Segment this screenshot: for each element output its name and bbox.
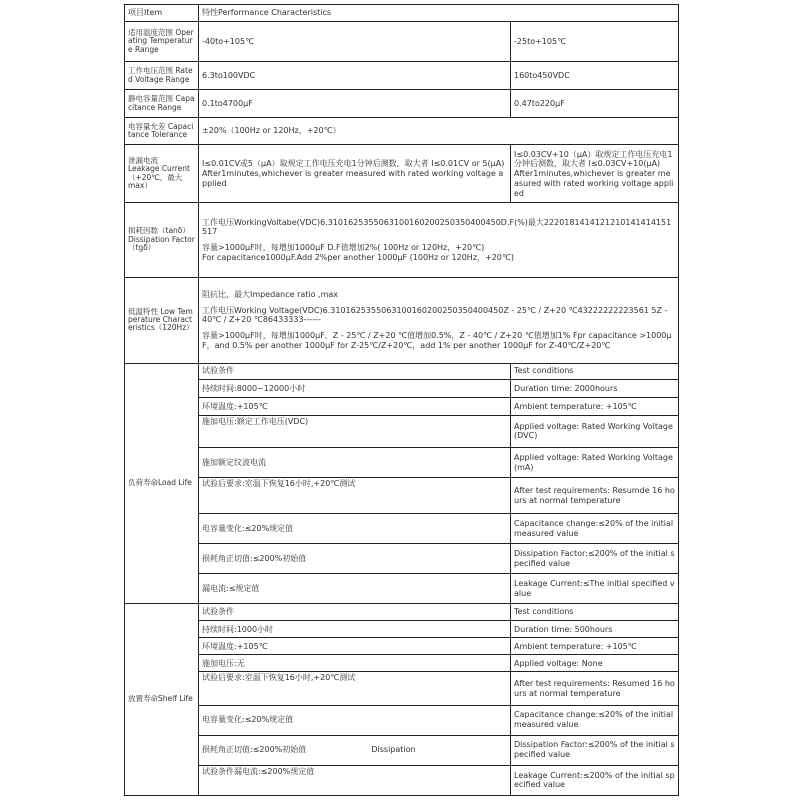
rated-voltage-label: 工作电压范围 Rated Voltage Range: [125, 62, 199, 90]
capacitance-range-row: [125, 90, 679, 118]
capacitance-range-left: 0.1to4700μF: [199, 90, 511, 118]
leakage-label-en: Leakage Current: [128, 164, 190, 174]
shelf-life-row: [125, 604, 679, 621]
shelf-life-en: Test conditions: [511, 604, 679, 621]
impedance-ratio-note: 容量>1000μF时，每增加1000μF，Z - 25℃ / Z+20 ℃值增加0.5%，Z - 40℃ / Z+20 ℃值增加1% Fpr capacitance >1000μF，and 0.5% per another 1000μF for Z-25℃/Z+20℃，add 1% per another 1000μF for Z-40℃/Z+20℃: [202, 331, 672, 350]
load-life-row: [125, 379, 679, 397]
leakage-right-en: After1minutes,whichever is greater measured with rated working voltage applied: [514, 169, 674, 198]
load-life-cn: 持续时间:8000~12000小时: [199, 379, 511, 397]
operating-temperature-right: -25to+105℃: [511, 22, 679, 62]
rated-voltage-left: 6.3to100VDC: [199, 62, 511, 90]
shelf-life-row: [125, 705, 679, 735]
leakage-left-en: After1minutes,whichever is greater measured with rated working voltage applied: [202, 169, 504, 188]
capacitance-tolerance-value: ±20%（100Hz or 120Hz，+20℃）: [199, 118, 679, 145]
leakage-label-cn: 泄漏电流: [128, 156, 158, 166]
shelf-life-row: [125, 672, 679, 705]
shelf-life-cn: 试验条件漏电流:≤200%规定值: [199, 765, 511, 795]
dissipation-table-line: 工作电压WorkingVoltabe(VDC)6.3101625355063100160200250350400450D.F(%)最大2220181414121210141414151517: [202, 217, 672, 237]
shelf-life-row: [125, 735, 679, 765]
capacitance-tolerance-label: 电容量允差 Capacitance Tolerance: [125, 118, 199, 145]
dissipation-label: 损耗因数（tanδ）Dissipation Factor（tgδ）: [125, 203, 199, 277]
leakage-current-left: [199, 145, 511, 203]
shelf-life-row: [125, 765, 679, 795]
impedance-ratio-title: 阻抗比，最大Impedance ratio ,max: [202, 289, 339, 299]
shelf-life-en: Ambient temperature: +105℃: [511, 638, 679, 655]
load-life-cn: 试验条件: [199, 363, 511, 379]
shelf-life-cn: 环境温度:+105℃: [199, 638, 511, 655]
load-life-en: Dissipation Factor:≤200% of the initial specified value: [511, 544, 679, 574]
low-temperature-value: [199, 277, 679, 363]
load-life-row: [125, 514, 679, 544]
low-temperature-row: [125, 277, 679, 363]
dissipation-row: [125, 203, 679, 277]
shelf-life-en: Leakage Current:≤200% of the initial specified value: [511, 765, 679, 795]
shelf-life-cn: 试验后要求:室温下恢复16小时,+20℃测试: [199, 672, 511, 705]
shelf-life-dissipation-cn: 损耗角正切值:≤200%初始值: [202, 745, 307, 755]
rated-voltage-row: [125, 62, 679, 90]
shelf-life-en: Dissipation Factor:≤200% of the initial specified value: [511, 735, 679, 765]
load-life-en: After test requirements: Resumde 16 hours at normal temperature: [511, 478, 679, 514]
load-life-en: Capacitance change:≤20% of the initial measured value: [511, 514, 679, 544]
low-temperature-label: 低温特性 Low Temperature Characteristics（120Hz）: [125, 277, 199, 363]
rated-voltage-right: 160to450VDC: [511, 62, 679, 90]
operating-temperature-label: 适用温度范围 Operating Temperature Range: [125, 22, 199, 62]
capacitance-range-label: 静电容量范围 Capacitance Range: [125, 90, 199, 118]
load-life-row: [125, 478, 679, 514]
shelf-life-en: After test requirements: Resumed 16 hours at normal temperature: [511, 672, 679, 705]
load-life-row: [125, 397, 679, 415]
load-life-en: Leakage Current:≤The initial specified value: [511, 574, 679, 604]
load-life-cn: 漏电流:≤规定值: [199, 574, 511, 604]
load-life-row: [125, 574, 679, 604]
leakage-label-condition: （+20℃，最大max）: [128, 172, 183, 191]
load-life-row: [125, 415, 679, 447]
load-life-cn: 施加额定纹波电流: [199, 448, 511, 478]
load-life-cn: 试验后要求:室温下恢复16小时,+20℃测试: [199, 478, 511, 514]
header-row: [125, 5, 679, 22]
operating-temperature-row: [125, 22, 679, 62]
shelf-life-en: Applied voltage: None: [511, 655, 679, 672]
load-life-en: Ambient temperature: +105℃: [511, 397, 679, 415]
leakage-current-row: [125, 145, 679, 203]
load-life-cn: 电容量变化:≤20%规定值: [199, 514, 511, 544]
leakage-left-cn: I≤0.01CV或5（μA）取规定工作电压充电1分钟后测数，取大者 I≤0.01CV or 5(μA): [202, 159, 505, 169]
load-life-cn: 施加电压:额定工作电压(VDC): [199, 415, 511, 447]
specification-table: [124, 4, 679, 796]
operating-temperature-left: -40to+105℃: [199, 22, 511, 62]
load-life-label: 负荷寿命Load Life: [125, 363, 199, 604]
capacitance-tolerance-row: [125, 118, 679, 145]
load-life-en: Applied voltage: Rated Working Voltage(DVC): [511, 415, 679, 447]
shelf-life-dissipation-extra: Dissipation: [371, 745, 416, 755]
load-life-row: [125, 544, 679, 574]
header-item: 项目Item: [125, 5, 199, 22]
dissipation-value: [199, 203, 679, 277]
shelf-life-row: [125, 655, 679, 672]
dissipation-note-cn: 容量>1000μF时，每增加1000μF D.F值增加2%( 100Hz or 120Hz，+20℃): [202, 243, 485, 253]
header-characteristics: 特性Performance Characteristics: [199, 5, 679, 22]
shelf-life-en: Duration time: 500hours: [511, 621, 679, 638]
load-life-en: Applied voltage: Rated Working Voltage(mA): [511, 448, 679, 478]
dissipation-note-en: For capacitance1000μF.Add 2%per another 1000μF (100Hz or 120Hz，+20℃): [202, 252, 515, 262]
shelf-life-cn: [199, 735, 511, 765]
capacitance-range-right: 0.47to220μF: [511, 90, 679, 118]
load-life-en: Duration time: 2000hours: [511, 379, 679, 397]
shelf-life-en: Capacitance change:≤20% of the initial measured value: [511, 705, 679, 735]
leakage-current-right: [511, 145, 679, 203]
load-life-cn: 损耗角正切值:≤200%初始值: [199, 544, 511, 574]
shelf-life-cn: 施加电压:无: [199, 655, 511, 672]
shelf-life-cn: 电容量变化:≤20%规定值: [199, 705, 511, 735]
load-life-row: [125, 363, 679, 379]
shelf-life-cn: 试验条件: [199, 604, 511, 621]
shelf-life-label: 放置寿命Shelf Life: [125, 604, 199, 796]
leakage-right-cn: I≤0.03CV+10（μA）取规定工作电压充电1分钟后测数，取大者 I≤0.03CV+10(μA): [514, 149, 673, 169]
leakage-current-label: [125, 145, 199, 203]
load-life-row: [125, 448, 679, 478]
impedance-ratio-table-line: 工作电压Working Voltage(VDC)6.3101625355063100160200250350400450Z - 25℃ / Z+20 ℃43222222223561 5Z - 40℃ / Z+20 ℃86433333------: [202, 305, 668, 325]
load-life-en: Test conditions: [511, 363, 679, 379]
shelf-life-row: [125, 621, 679, 638]
shelf-life-row: [125, 638, 679, 655]
load-life-cn: 环境温度:+105℃: [199, 397, 511, 415]
shelf-life-cn: 持续时间:1000小时: [199, 621, 511, 638]
